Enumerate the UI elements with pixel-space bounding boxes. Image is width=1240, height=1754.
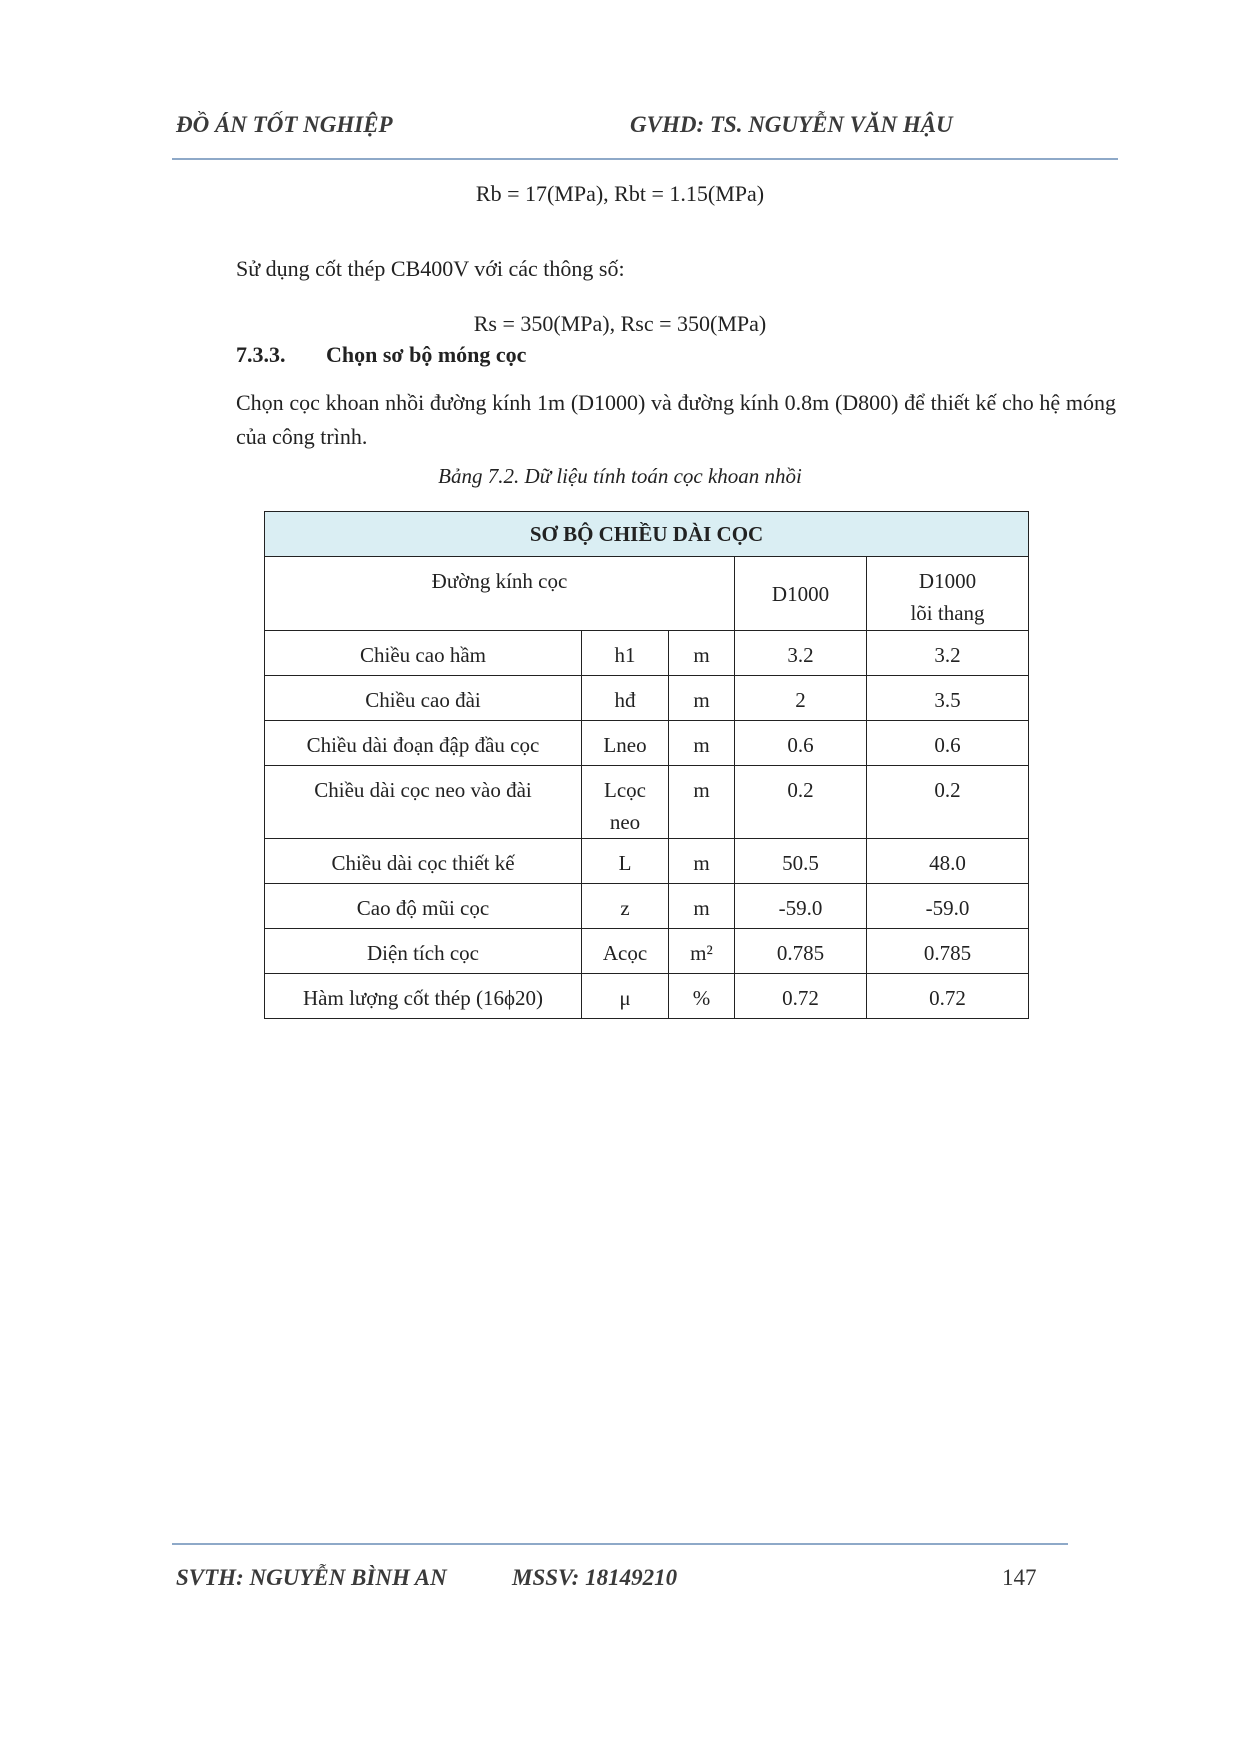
row-unit: % <box>669 974 735 1019</box>
table-row <box>265 676 1029 721</box>
row-name: Diện tích cọc <box>265 929 582 974</box>
footer-divider <box>172 1543 1068 1545</box>
table-title: SƠ BỘ CHIỀU DÀI CỌC <box>265 512 1029 557</box>
section-title: Chọn sơ bộ móng cọc <box>326 342 527 367</box>
row-symbol: Lcọc neo <box>582 766 669 839</box>
row-symbol: h1 <box>582 631 669 676</box>
table-row <box>265 884 1029 929</box>
row-symbol: z <box>582 884 669 929</box>
steel-intro-line: Sử dụng cốt thép CB400V với các thông số: <box>236 256 625 281</box>
row-symbol: Acọc <box>582 929 669 974</box>
row-value-d1000-core: 0.2 <box>867 766 1029 839</box>
row-value-d1000: 50.5 <box>735 839 867 884</box>
row-unit: m <box>669 766 735 839</box>
row-value-d1000-core: 0.785 <box>867 929 1029 974</box>
table-row <box>265 631 1029 676</box>
footer-student: SVTH: NGUYỄN BÌNH AN <box>176 1565 447 1590</box>
row-name: Hàm lượng cốt thép (16ϕ20) <box>265 974 582 1019</box>
concrete-strength-line: Rb = 17(MPa), Rbt = 1.15(MPa) <box>475 181 765 206</box>
table-caption: Bảng 7.2. Dữ liệu tính toán cọc khoan nhồi <box>438 464 802 488</box>
row-unit: m <box>669 839 735 884</box>
row-value-d1000: 2 <box>735 676 867 721</box>
row-value-d1000: 0.785 <box>735 929 867 974</box>
row-name: Chiều dài cọc neo vào đài <box>265 766 582 839</box>
row-name: Cao độ mũi cọc <box>265 884 582 929</box>
row-value-d1000: 0.72 <box>735 974 867 1019</box>
header-left: ĐỒ ÁN TỐT NGHIỆP <box>176 112 393 137</box>
table-row <box>265 974 1029 1019</box>
row-value-d1000-core: -59.0 <box>867 884 1029 929</box>
row-name: Chiều dài cọc thiết kế <box>265 839 582 884</box>
row-value-d1000-core: 48.0 <box>867 839 1029 884</box>
table-row <box>265 929 1029 974</box>
row-symbol: L <box>582 839 669 884</box>
table-title-row <box>265 512 1029 557</box>
table-header-row <box>265 557 1029 631</box>
row-unit: m <box>669 676 735 721</box>
footer-student-id: MSSV: 18149210 <box>512 1565 678 1590</box>
table-row <box>265 839 1029 884</box>
page-number: 147 <box>1002 1565 1037 1590</box>
row-symbol: μ <box>582 974 669 1019</box>
row-unit: m² <box>669 929 735 974</box>
row-value-d1000: 0.2 <box>735 766 867 839</box>
row-name: Chiều dài đoạn đập đầu cọc <box>265 721 582 766</box>
body-paragraph: Chọn cọc khoan nhồi đường kính 1m (D1000) và đường kính 0.8m (D800) để thiết kế cho hệ móng của công trình. <box>236 390 1116 449</box>
row-value-d1000: -59.0 <box>735 884 867 929</box>
pile-data-table <box>264 511 1029 1019</box>
row-name: Chiều cao đài <box>265 676 582 721</box>
row-unit: m <box>669 884 735 929</box>
steel-strength-line: Rs = 350(MPa), Rsc = 350(MPa) <box>473 311 767 336</box>
row-name: Chiều cao hầm <box>265 631 582 676</box>
row-symbol: Lneo <box>582 721 669 766</box>
row-value-d1000-core: 0.72 <box>867 974 1029 1019</box>
header-diameter-label: Đường kính cọc <box>265 557 735 631</box>
section-number: 7.3.3. <box>236 342 286 367</box>
row-value-d1000-core: 3.2 <box>867 631 1029 676</box>
row-value-d1000: 0.6 <box>735 721 867 766</box>
row-symbol: hđ <box>582 676 669 721</box>
header-right: GVHD: TS. NGUYỄN VĂN HẬU <box>630 112 953 137</box>
row-value-d1000-core: 3.5 <box>867 676 1029 721</box>
row-value-d1000-core: 0.6 <box>867 721 1029 766</box>
row-unit: m <box>669 721 735 766</box>
header-d1000: D1000 <box>735 557 867 631</box>
header-divider <box>172 158 1118 160</box>
table-row <box>265 766 1029 839</box>
table-row <box>265 721 1029 766</box>
row-unit: m <box>669 631 735 676</box>
header-d1000-core: D1000 lõi thang <box>867 557 1029 631</box>
row-value-d1000: 3.2 <box>735 631 867 676</box>
